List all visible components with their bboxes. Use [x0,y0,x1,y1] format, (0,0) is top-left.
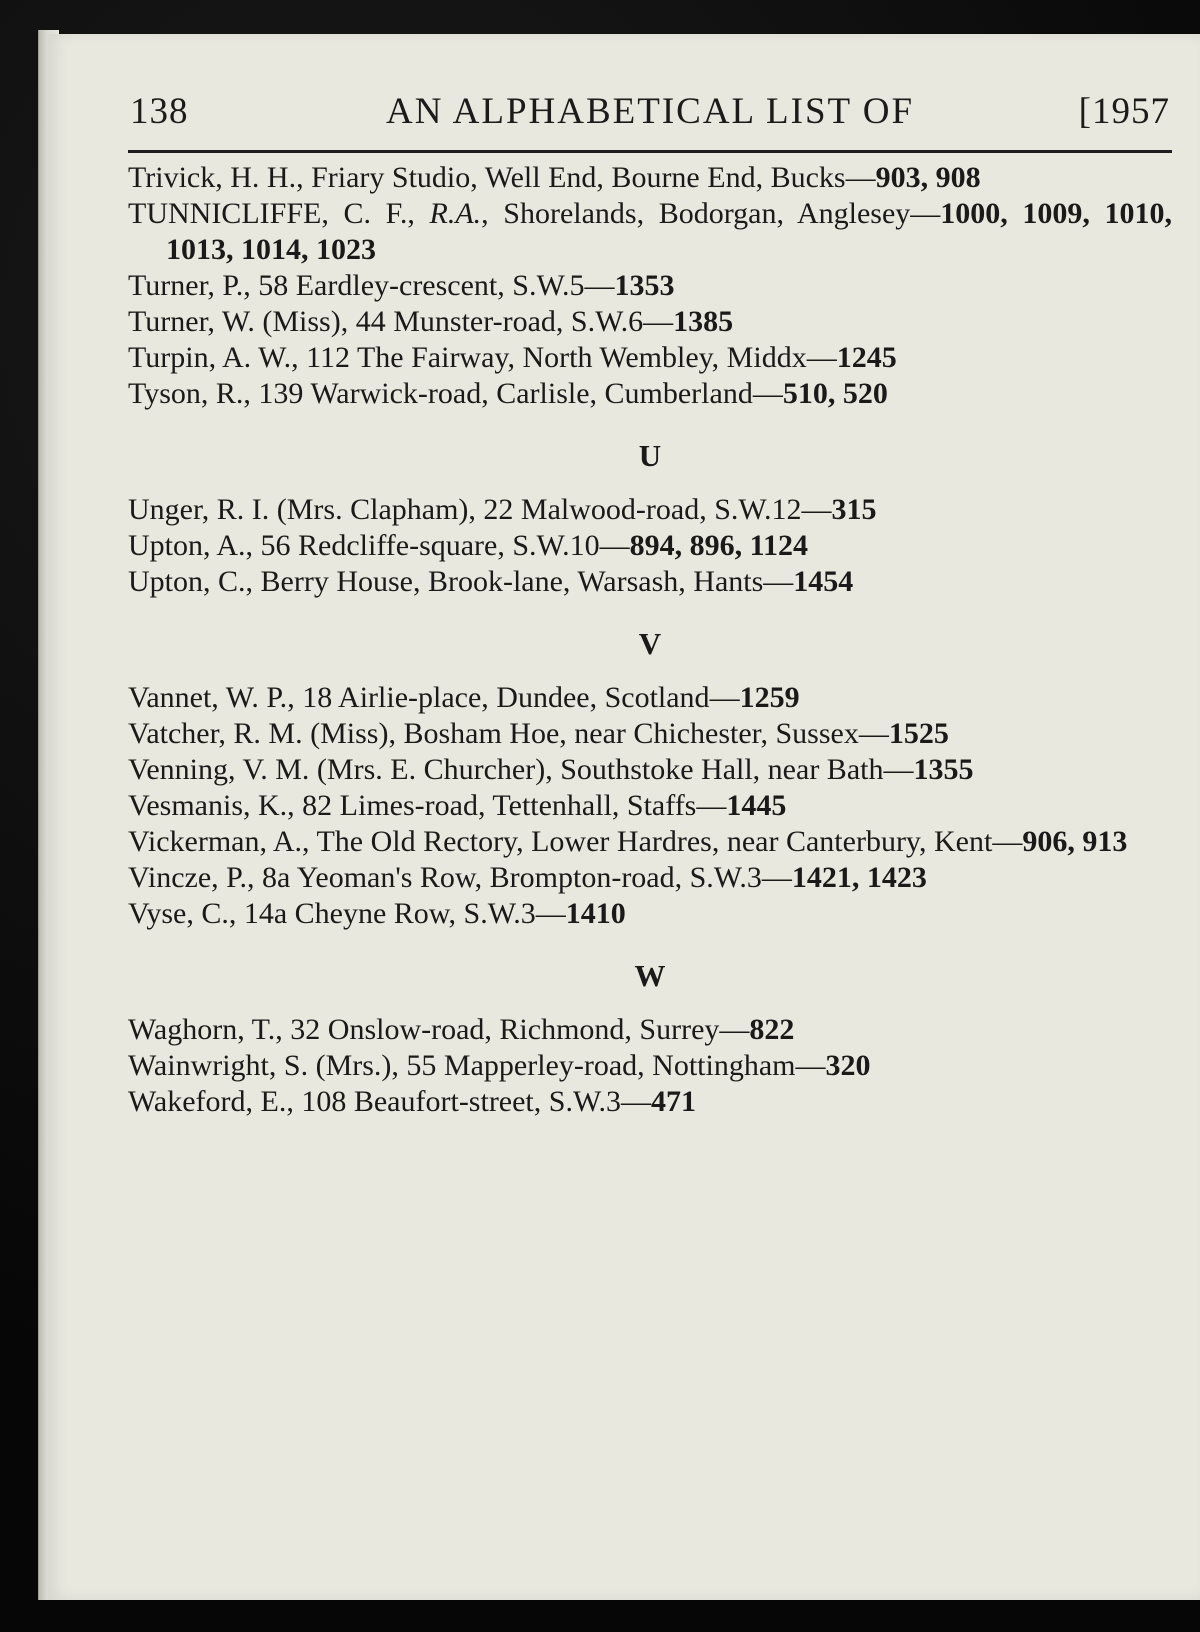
artist-name: Vickerman, A. [128,825,302,858]
list-entry: Vesmanis, K., 82 Limes-road, Tettenhall, Staffs—1445 [128,789,787,822]
catalogue-numbers: 471 [651,1085,697,1118]
list-entry: Upton, A., 56 Redcliffe-square, S.W.10—894, 896, 1124 [128,529,808,562]
artist-name: Turpin, A. W. [128,341,292,374]
catalogue-numbers: 1259 [739,681,800,714]
list-entry: Trivick, H. H., Friary Studio, Well End, Bourne End, Bucks—903, 908 [128,161,981,194]
artist-name: Tyson, R. [128,377,244,410]
artist-name: Upton, A. [128,529,246,562]
catalogue-numbers: 894, 896, 1124 [629,529,808,562]
artist-address: 14a Cheyne Row, S.W.3 [243,897,536,930]
artist-address: 18 Airlie-place, Dundee, Scotland [302,681,710,714]
list-entry: Vincze, P., 8a Yeoman's Row, Brompton-road, S.W.3—1421, 1423 [128,861,927,894]
artist-name: Unger, R. I. (Mrs. Clapham) [128,493,469,526]
section-letter-w: W [634,958,666,993]
catalogue-numbers: 822 [749,1013,795,1046]
artist-name: Turner, P. [128,269,244,302]
artist-name: Trivick, H. H. [128,161,297,194]
artist-address: 112 The Fairway, North Wembley, Middx [306,341,807,374]
artist-address: 22 Malwood-road, S.W.12 [483,493,802,526]
page-number: 138 [130,91,189,132]
artist-address: Shorelands, Bodorgan, Anglesey [503,197,911,230]
artist-name: Vannet, W. P. [128,681,288,714]
section-letter-v: V [638,626,662,661]
section-letter-u: U [638,438,662,473]
header-rule [128,150,1172,153]
list-entry: Unger, R. I. (Mrs. Clapham), 22 Malwood-road, S.W.12—315 [128,493,877,526]
list-entry: Tyson, R., 139 Warwick-road, Carlisle, Cumberland—510, 520 [128,377,888,410]
artist-list [128,160,1172,1120]
artist-address: Southstoke Hall, near Bath [560,753,884,786]
artist-name: Waghorn, T. [128,1013,276,1046]
artist-name: Vesmanis, K. [128,789,288,822]
list-entry: Turner, P., 58 Eardley-crescent, S.W.5—1353 [128,269,675,302]
list-entry: Vickerman, A., The Old Rectory, Lower Hardres, near Canterbury, Kent—906, 913 [128,825,1128,858]
catalogue-numbers: 1421, 1423 [791,861,927,894]
artist-address: Friary Studio, Well End, Bourne End, Bucks [311,161,846,194]
catalogue-numbers: 315 [831,493,877,526]
catalogue-numbers: 1410 [565,897,626,930]
artist-name: Upton, C. [128,565,246,598]
artist-address: 55 Mapperley-road, Nottingham [406,1049,796,1082]
artist-address: Berry House, Brook-lane, Warsash, Hants [260,565,764,598]
list-entry: Upton, C., Berry House, Brook-lane, Warsash, Hants—1454 [128,565,854,598]
catalogue-numbers: 510, 520 [782,377,888,410]
list-entry: TUNNICLIFFE, C. F., R.A., Shorelands, Bodorgan, Anglesey—1000, 1009, 1010, 1013, 1014, 1023 [128,197,1173,266]
list-entry: Turpin, A. W., 112 The Fairway, North Wembley, Middx—1245 [128,341,897,374]
artist-address: 44 Munster-road, S.W.6 [355,305,644,338]
catalogue-numbers: 1385 [673,305,734,338]
catalogue-numbers: 1245 [836,341,897,374]
artist-address: 58 Eardley-crescent, S.W.5 [258,269,585,302]
running-header [130,90,1170,150]
list-entry: Turner, W. (Miss), 44 Munster-road, S.W.6—1385 [128,305,734,338]
artist-address: Bosham Hoe, near Chichester, Sussex [403,717,859,750]
list-entry: Vannet, W. P., 18 Airlie-place, Dundee, Scotland—1259 [128,681,800,714]
artist-name: Wakeford, E. [128,1085,287,1118]
artist-address: 139 Warwick-road, Carlisle, Cumberland [258,377,753,410]
artist-address: 32 Onslow-road, Richmond, Surrey [290,1013,720,1046]
artist-address: 82 Limes-road, Tettenhall, Staffs [302,789,697,822]
catalogue-numbers: 320 [825,1049,871,1082]
artist-name: Vatcher, R. M. (Miss) [128,717,389,750]
artist-name: Turner, W. (Miss) [128,305,341,338]
catalogue-numbers: 1454 [793,565,854,598]
artist-name: Vyse, C. [128,897,229,930]
artist-address: 108 Beaufort-street, S.W.3 [301,1085,622,1118]
artist-address: The Old Rectory, Lower Hardres, near Canterbury, Kent [316,825,993,858]
catalogue-numbers: 1353 [614,269,675,302]
catalogue-numbers: 1525 [888,717,949,750]
artist-name: Wainwright, S. (Mrs.) [128,1049,392,1082]
artist-address: 8a Yeoman's Row, Brompton-road, S.W.3 [262,861,762,894]
catalogue-numbers: 1000, 1009, 1010, 1013, 1014, 1023 [166,197,1173,266]
artist-address: 56 Redcliffe-square, S.W.10 [260,529,600,562]
year-marker: [1957 [1078,91,1170,132]
artist-name: TUNNICLIFFE, C. F. [128,197,408,230]
list-entry: Venning, V. M. (Mrs. E. Churcher), Southstoke Hall, near Bath—1355 [128,753,974,786]
artist-honour: R.A. [429,197,482,230]
artist-name: Venning, V. M. (Mrs. E. Churcher) [128,753,546,786]
list-entry: Wainwright, S. (Mrs.), 55 Mapperley-road, Nottingham—320 [128,1049,871,1082]
list-entry: Wakeford, E., 108 Beaufort-street, S.W.3—471 [128,1085,697,1118]
catalogue-numbers: 906, 913 [1022,825,1128,858]
catalogue-numbers: 1445 [726,789,787,822]
catalogue-numbers: 903, 908 [875,161,981,194]
list-entry: Vyse, C., 14a Cheyne Row, S.W.3—1410 [128,897,626,930]
list-entry: Vatcher, R. M. (Miss), Bosham Hoe, near Chichester, Sussex—1525 [128,717,949,750]
list-entry: Waghorn, T., 32 Onslow-road, Richmond, Surrey—822 [128,1013,795,1046]
catalogue-numbers: 1355 [913,753,974,786]
artist-name: Vincze, P. [128,861,248,894]
running-title: AN ALPHABETICAL LIST OF [385,91,915,132]
